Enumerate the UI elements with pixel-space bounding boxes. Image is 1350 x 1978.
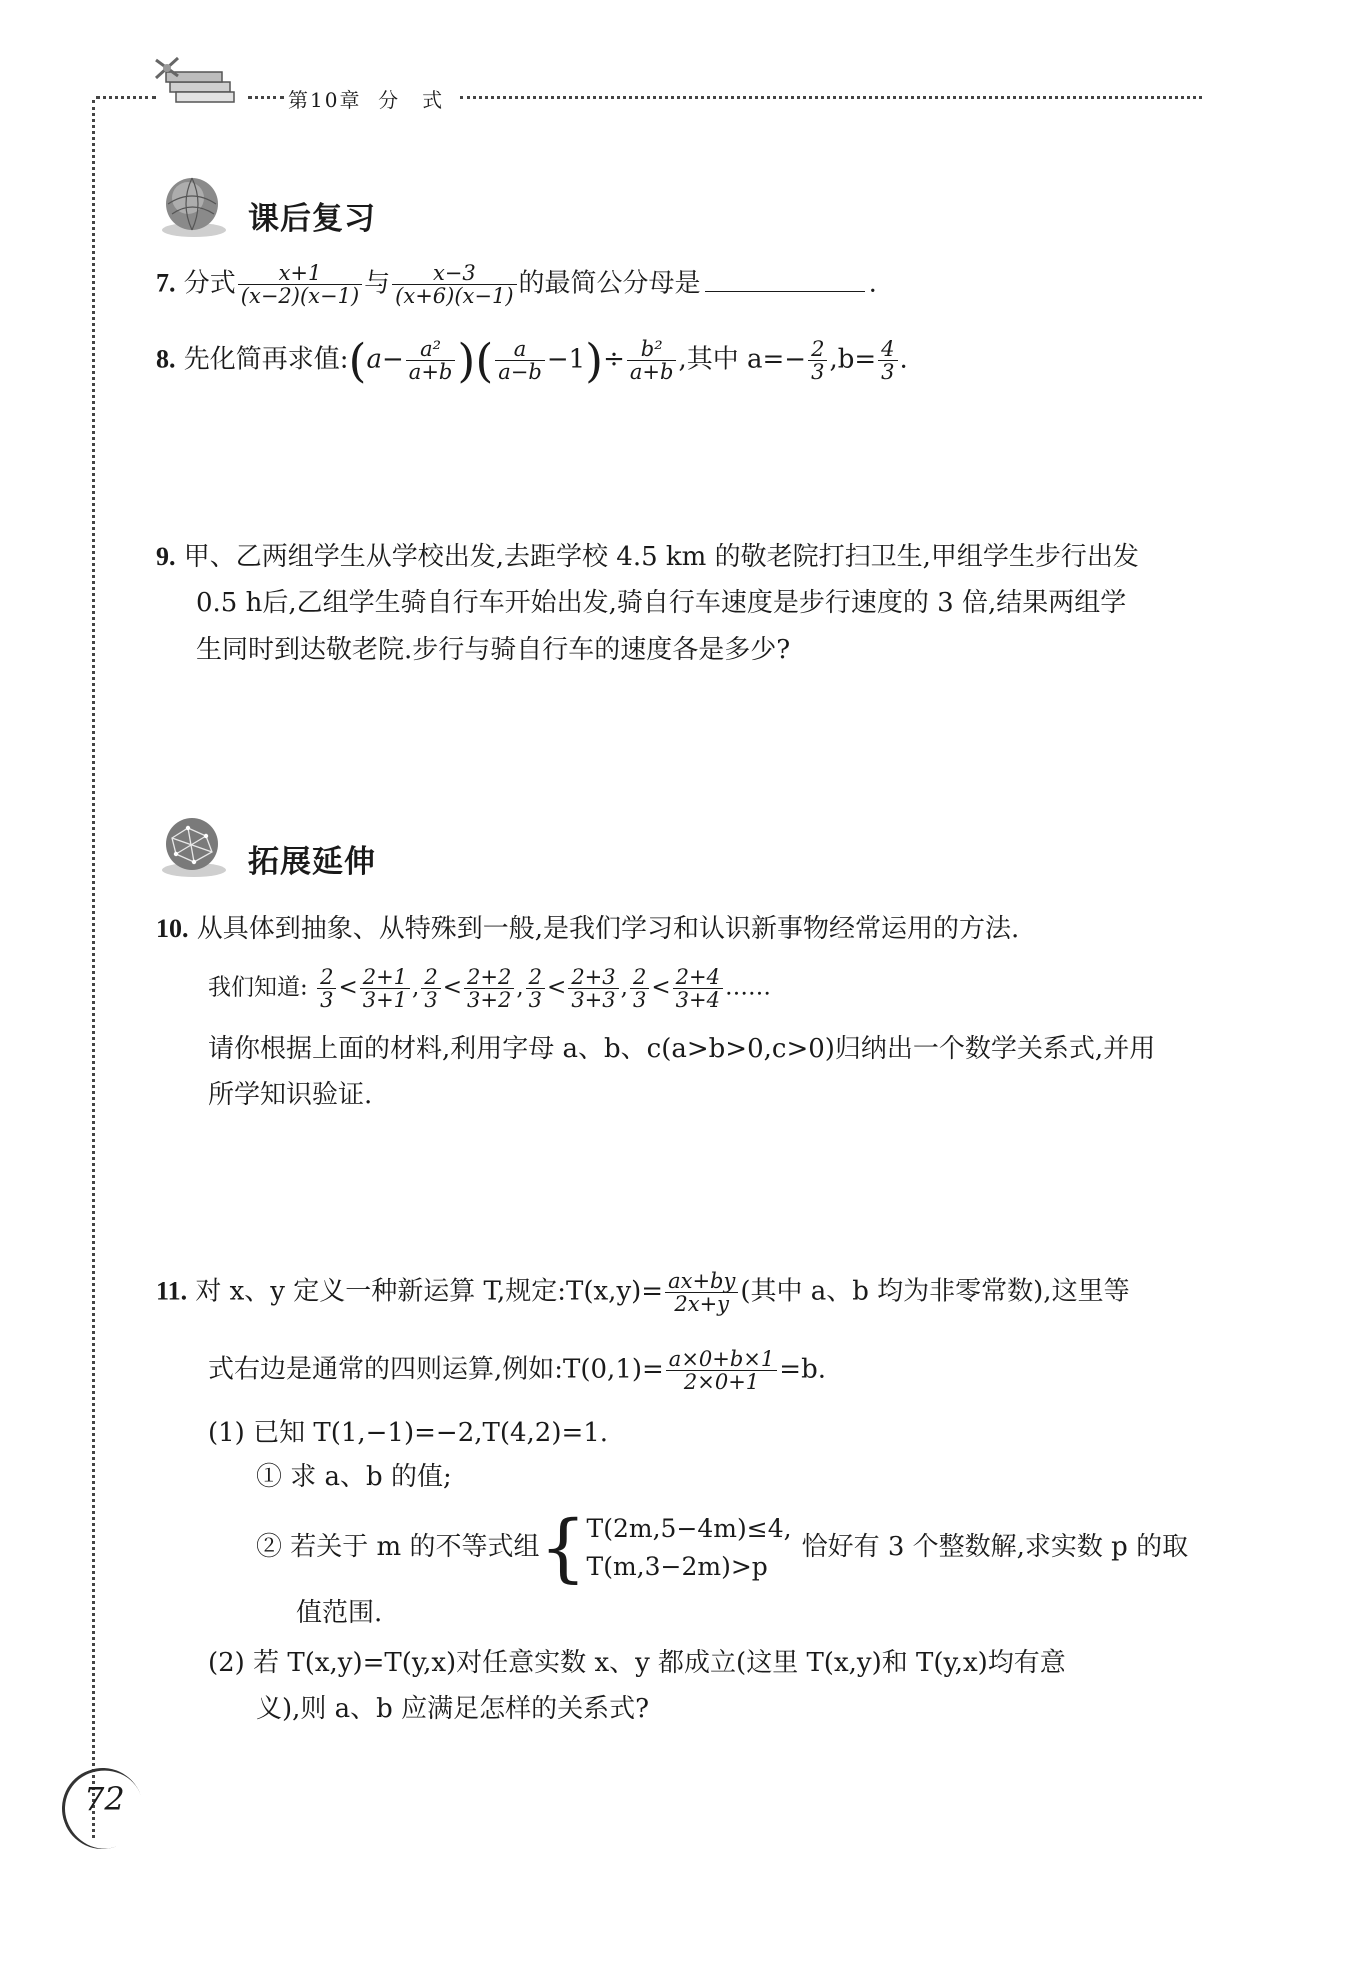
less-than: <	[547, 974, 567, 1001]
question-number: 7.	[156, 268, 176, 298]
period: .	[899, 344, 908, 375]
less-than: <	[442, 974, 463, 1001]
less-than: <	[338, 974, 358, 1001]
q11-line-1-pre: 对 x、y 定义一种新运算 T,规定:T(x,y)=	[195, 1276, 664, 1307]
q9-line-3: 生同时到达敬老院.步行与骑自行车的速度各是多少?	[196, 635, 791, 665]
system-line-2: T(m,3−2m)>p	[586, 1552, 768, 1581]
numerator: 2+1	[360, 966, 410, 989]
op: ÷	[603, 344, 625, 375]
paren: (	[348, 333, 367, 388]
q11-part-2-line-1: (2) 若 T(x,y)=T(y,x)对任意实数 x、y 都成立(这里 T(x,y)和 T(y,x)均有意	[208, 1648, 1066, 1678]
denominator: a+b	[629, 360, 674, 385]
fraction	[526, 966, 545, 1011]
inequality-system	[587, 1510, 792, 1586]
q11-part-1: (1) 已知 T(1,−1)=−2,T(4,2)=1.	[208, 1418, 609, 1448]
fraction	[673, 966, 723, 1011]
fraction	[568, 966, 618, 1011]
denominator: 3	[424, 988, 438, 1013]
q11-part-2-line-2: 义),则 a、b 应满足怎样的关系式?	[256, 1694, 650, 1724]
fraction	[665, 1270, 738, 1315]
fraction	[406, 338, 456, 383]
q8-where: ,其中 a=−	[678, 344, 807, 375]
chapter-label	[288, 84, 444, 113]
q11-line-1-post: (其中 a、b 均为非零常数),这里等	[740, 1276, 1130, 1307]
question-10	[156, 912, 1019, 946]
numerator: 2+2	[464, 966, 514, 989]
question-number: 10.	[156, 914, 189, 943]
denominator: 3+1	[362, 988, 408, 1013]
numerator: a×0+b×1	[666, 1348, 777, 1371]
minus-one: −1	[546, 344, 586, 375]
q11-part-1b	[256, 1505, 1189, 1591]
answer-blank[interactable]	[705, 291, 865, 292]
header-rule-mid	[248, 96, 284, 99]
numerator: 2	[421, 966, 440, 989]
denominator: 2×0+1	[683, 1370, 760, 1395]
chapter-number: 第10章	[288, 88, 362, 112]
fraction	[464, 966, 514, 1011]
numerator: 2	[526, 966, 545, 989]
numerator: x+1	[238, 262, 362, 285]
numerator: 2	[630, 966, 649, 989]
question-number: 8.	[156, 344, 176, 374]
fraction	[317, 966, 336, 1011]
question-number: 9.	[156, 542, 176, 571]
less-than: <	[651, 974, 671, 1001]
paren: )	[457, 333, 476, 388]
q10-line-1: 从具体到抽象、从特殊到一般,是我们学习和认识新事物经常运用的方法.	[196, 914, 1020, 944]
fraction	[392, 262, 516, 307]
paren: (	[475, 333, 494, 388]
denominator: 3	[320, 988, 334, 1013]
separator: ,	[516, 974, 524, 1001]
q8-prefix: 先化简再求值:	[183, 344, 349, 375]
q8-b-eq: ,b=	[829, 344, 877, 375]
question-8	[156, 333, 908, 388]
numerator: x−3	[392, 262, 516, 285]
paren: )	[585, 333, 604, 388]
q10-line-4: 所学知识验证.	[208, 1080, 373, 1110]
numerator: a	[495, 338, 545, 361]
denominator: (x−2)(x−1)	[240, 284, 360, 309]
denominator: 2x+y	[674, 1292, 730, 1317]
q9-line-1: 甲、乙两组学生从学校出发,去距学校 4.5 km 的敬老院打扫卫生,甲组学生步行出发	[183, 542, 1139, 572]
header-rule-left	[96, 96, 156, 99]
q11-part-1a: ① 求 a、b 的值;	[256, 1462, 452, 1492]
q7-mid: 与	[364, 268, 391, 299]
review-globe-icon	[158, 174, 230, 244]
left-brace: {	[539, 1505, 587, 1591]
q10-line-3: 请你根据上面的材料,利用字母 a、b、c(a>b>0,c>0)归纳出一个数学关系式,并用	[208, 1034, 1156, 1064]
q11-line-2-post: =b.	[779, 1354, 826, 1385]
denominator: 3	[881, 360, 895, 385]
q11-line-2	[208, 1348, 826, 1393]
var-a: a	[366, 344, 382, 375]
question-number: 11.	[156, 1276, 188, 1306]
numerator: 2+4	[673, 966, 723, 989]
separator: ,	[412, 974, 420, 1001]
section-title-extension: 拓展延伸	[248, 844, 376, 880]
q10-inequality-row	[208, 966, 771, 1011]
numerator: 4	[878, 338, 897, 361]
chapter-title: 分 式	[378, 88, 445, 112]
denominator: 3+2	[467, 988, 512, 1013]
fraction	[360, 966, 410, 1011]
fraction	[421, 966, 440, 1011]
numerator: b²	[627, 338, 677, 361]
fraction	[630, 966, 649, 1011]
book-stack-icon	[150, 52, 242, 110]
numerator: 2+3	[568, 966, 618, 989]
fraction	[627, 338, 677, 383]
denominator: a−b	[498, 360, 542, 385]
q7-suffix: 的最简公分母是	[518, 268, 701, 299]
denominator: a+b	[408, 360, 453, 385]
denominator: 3+3	[571, 988, 616, 1013]
question-11	[156, 1270, 1130, 1315]
left-margin-rule	[92, 100, 95, 1838]
page-number: 72	[84, 1780, 125, 1818]
denominator: (x+6)(x−1)	[395, 284, 514, 309]
q11-part-1b-post: 恰好有 3 个整数解,求实数 p 的取	[801, 1532, 1189, 1562]
numerator: a²	[406, 338, 456, 361]
numerator: ax+by	[665, 1270, 738, 1293]
denominator: 3+4	[675, 988, 720, 1013]
fraction	[495, 338, 545, 383]
q11-part-1b-pre: ② 若关于 m 的不等式组	[256, 1532, 540, 1562]
separator: ,	[620, 974, 628, 1001]
denominator: 3	[811, 360, 825, 385]
system-line-1: T(2m,5−4m)≤4,	[586, 1514, 792, 1543]
q10-know-label: 我们知道:	[208, 974, 308, 1001]
header-logo	[150, 52, 242, 110]
question-7	[156, 262, 877, 307]
denominator: 3	[528, 988, 543, 1013]
q11-line-2-pre: 式右边是通常的四则运算,例如:T(0,1)=	[208, 1354, 664, 1385]
denominator: 3	[632, 988, 647, 1013]
ellipsis: ……	[724, 974, 771, 1001]
q7-prefix: 分式	[183, 268, 236, 299]
numerator: 2	[317, 966, 336, 989]
q11-part-1b-cont: 值范围.	[296, 1598, 383, 1628]
period: .	[868, 268, 877, 299]
header-rule-right	[460, 96, 1202, 99]
fraction	[666, 1348, 777, 1393]
extension-globe-icon	[158, 814, 230, 884]
section-title-review: 课后复习	[248, 201, 376, 237]
numerator: 2	[808, 338, 827, 361]
op: −	[382, 344, 404, 375]
question-9	[156, 540, 1139, 574]
fraction	[878, 338, 897, 383]
q9-line-2: 0.5 h后,乙组学生骑自行车开始出发,骑自行车速度是步行速度的 3 倍,结果两组学	[196, 588, 1127, 618]
fraction	[808, 338, 827, 383]
fraction	[238, 262, 362, 307]
